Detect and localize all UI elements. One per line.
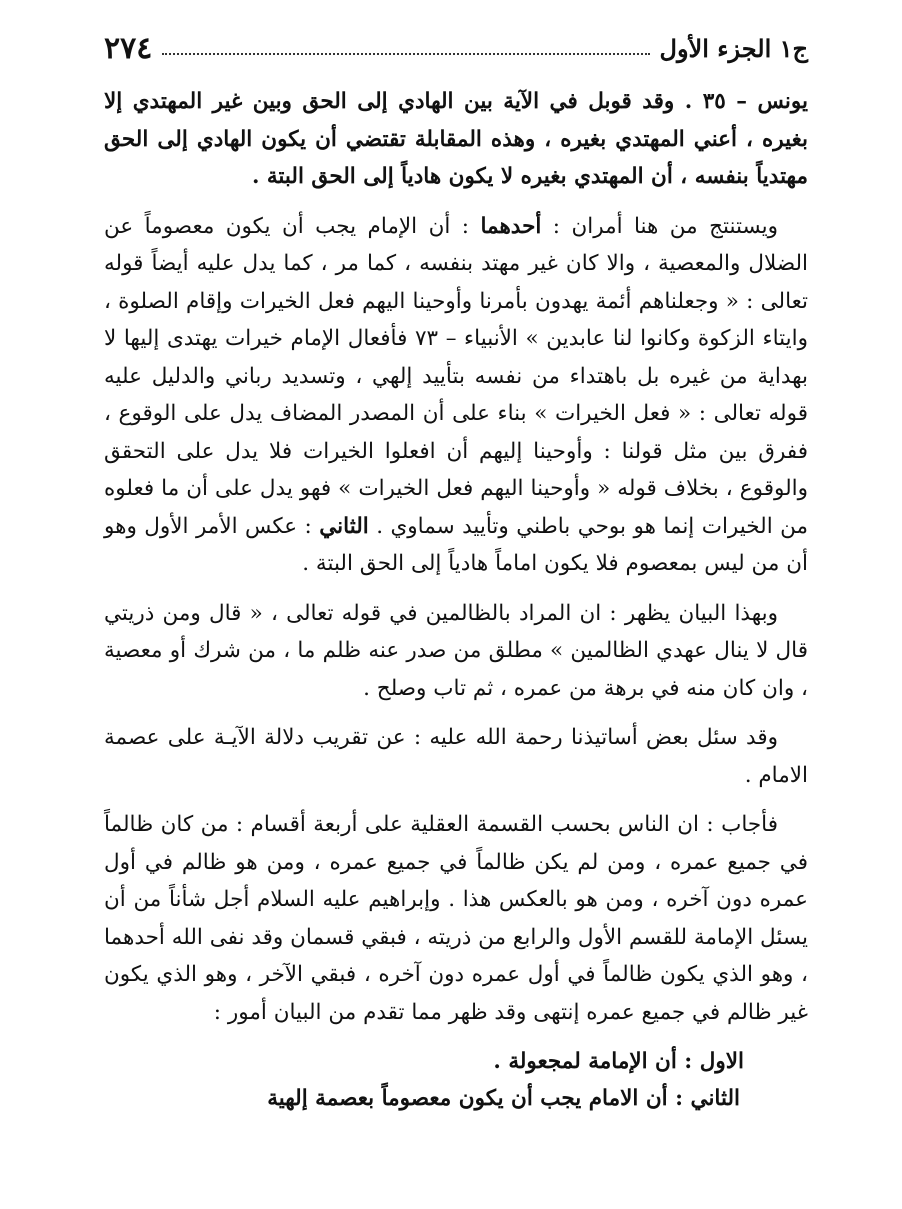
running-header <box>104 28 808 69</box>
book-page <box>104 28 808 1117</box>
list-item-first <box>104 1043 808 1080</box>
paragraph-answer <box>104 806 808 1031</box>
paragraph-text: فأجاب : ان الناس بحسب القسمة العقلية على أربعة أقسام : من كان ظالماً في جميع عمره ، ومن لم يكن ظالماً في جميع عمره ، ومن هو ظالم في أول عمره دون آخره ، ومن هو بالعكس هذا . وإبراهيم عليه السلام أجل شأناً من أن يسئل الإمامة للقسم الأول والرابع من ذريته ، فبقي قسمان وقد نفى الله أحدهما ، وهو الذي يكون ظالماً في أول عمره دون آخره ، فبقي الآخر ، وهو الذي يكون غير ظالم في جميع عمره إنتهى وقد ظهر مما تقدم من البيان أمور : <box>104 812 808 1025</box>
paragraph-text-second: : عكس الأمر الأول وهو أن من ليس بمعصوم فلا يكون اماماً هادياً إلى الحق البتة . <box>104 513 808 576</box>
list-item-second <box>104 1080 808 1117</box>
list-text: : أن الامام يجب أن يكون معصوماً بعصمة إلهية <box>267 1086 684 1111</box>
dotted-leader <box>162 41 649 55</box>
paragraph-intro: ويستنتج من هنا أمران : <box>552 213 779 239</box>
list-text: : أن الإمامة لمجعولة . <box>493 1049 693 1074</box>
paragraph-text: : أن الإمام يجب أن يكون معصوماً عن الضلال والمعصية ، والا كان غير مهتد بنفسه ، كما مر ، كما يدل عليه أيضاً قوله تعالى : « وجعلناهم أئمة يهدون بأمرنا وأوحينا اليهم فعل الخيرات وإقام الصلوة ، وايتاء الزكوة وكانوا لنا عابدين » الأنبياء – ٧٣ فأفعال الإمام خيرات يهتدى إليها لا بهداية من غيره بل باهتداء من نفسه بتأييد إلهي ، وتسديد رباني والدليل عليه قوله تعالى : « فعل الخيرات » بناء على أن المصدر المضاف يدل على الوقوع ، ففرق بين مثل قولنا : وأوحينا إليهم أن افعلوا الخيرات فلا يدل على التحقق والوقوع ، بخلاف قوله « وأوحينا اليهم فعل الخيرات » فهو يدل على أن ما فعلوه من الخيرات إنما هو بوحي باطني وتأييد سماوي . <box>104 213 809 539</box>
running-title: ج١ الجزء الأول <box>659 33 808 63</box>
label-first: أحدهما <box>480 213 542 239</box>
list-label: الاول <box>699 1049 744 1074</box>
paragraph-text: وقد سئل بعض أساتيذنا رحمة الله عليه : عن تقريب دلالة الآيـة على عصمة الامام . <box>104 725 808 788</box>
list-label: الثاني <box>690 1086 740 1111</box>
paragraph-explanation <box>104 595 808 708</box>
label-second: الثاني <box>319 513 369 539</box>
paragraph-yunus <box>104 83 808 196</box>
paragraph-text: يونس – ٣٥ . وقد قوبل في الآية بين الهادي إلى الحق وبين غير المهتدي إلا بغيره ، أعني المهتدي بغيره ، وهذه المقابلة تقتضي أن يكون الهادي إلى الحق مهتدياً بنفسه ، أن المهتدي بغيره لا يكون هادياً إلى الحق البتة . <box>104 89 808 189</box>
paragraph-question <box>104 719 808 794</box>
paragraph-two-matters <box>104 208 808 583</box>
page-number: ٢٧٤ <box>104 30 153 66</box>
paragraph-text: وبهذا البيان يظهر : ان المراد بالظالمين في قوله تعالى ، « قال ومن ذريتي قال لا ينال عهدي الظالمين » مطلق من صدر عنه ظلم ما ، من شرك أو معصية ، وان كان منه في برهة من عمره ، ثم تاب وصلح . <box>104 600 808 701</box>
